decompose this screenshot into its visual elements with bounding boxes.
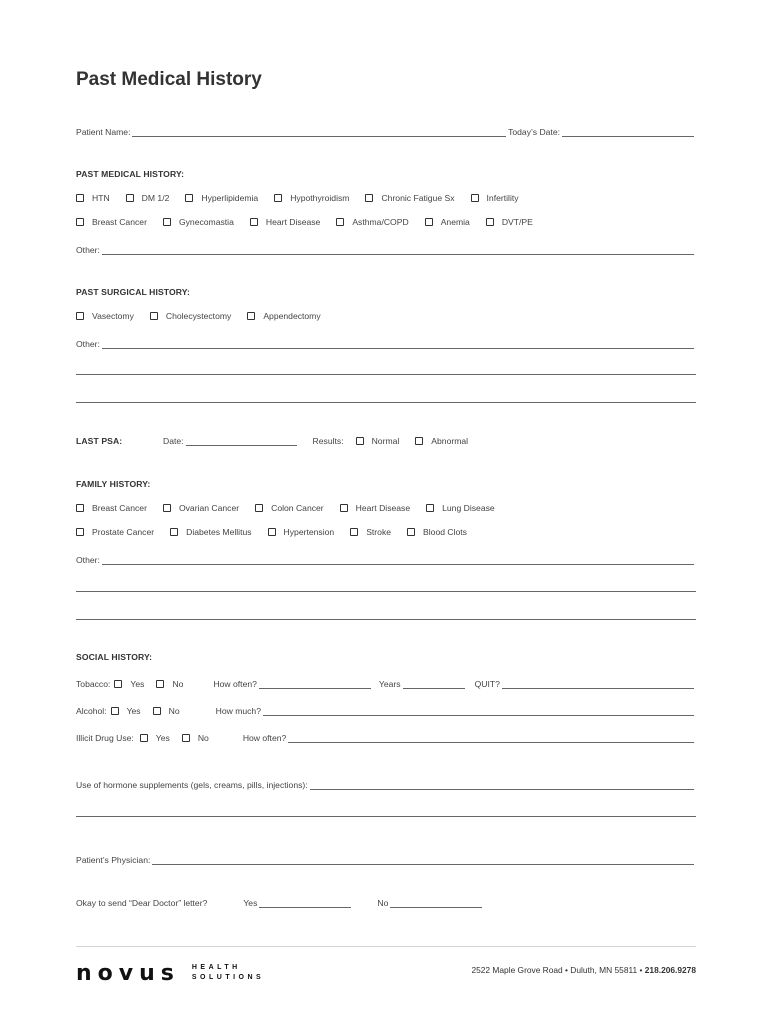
psh-appendectomy[interactable]: Appendectomy xyxy=(247,311,320,321)
tobacco-no[interactable]: No xyxy=(156,679,183,689)
checkbox[interactable] xyxy=(170,528,178,536)
checkbox[interactable] xyxy=(340,504,348,512)
footer-divider xyxy=(76,946,696,947)
checkbox[interactable] xyxy=(415,437,423,445)
checkbox[interactable] xyxy=(126,194,134,202)
tobacco-row xyxy=(76,677,696,691)
letter-yes-field[interactable] xyxy=(259,899,351,908)
social-heading: SOCIAL HISTORY: xyxy=(76,652,153,662)
drug-how-often-label: How often? xyxy=(242,733,287,743)
checkbox[interactable] xyxy=(76,504,84,512)
physician-field[interactable] xyxy=(152,856,694,865)
alcohol-label: Alcohol: xyxy=(76,706,107,716)
psa-normal[interactable]: Normal xyxy=(356,436,400,446)
tobacco-label: Tobacco: xyxy=(76,679,111,689)
checkbox[interactable] xyxy=(140,734,148,742)
alcohol-row xyxy=(76,704,696,718)
tobacco-quit-label: QUIT? xyxy=(474,679,500,689)
checkbox[interactable] xyxy=(76,218,84,226)
checkbox[interactable] xyxy=(365,194,373,202)
psa-date-field[interactable] xyxy=(186,437,297,446)
pmh-breast-cancer[interactable]: Breast Cancer xyxy=(76,217,147,227)
psa-heading: LAST PSA: xyxy=(76,436,123,446)
footer-phone: 218.206.9278 xyxy=(644,965,696,975)
pmh-hyperlipidemia[interactable]: Hyperlipidemia xyxy=(185,193,258,203)
patient-name-field[interactable] xyxy=(132,128,506,137)
pmh-other-field[interactable] xyxy=(102,246,694,255)
tobacco-years-field[interactable] xyxy=(403,680,465,689)
checkbox[interactable] xyxy=(250,218,258,226)
fh-heart-disease[interactable]: Heart Disease xyxy=(340,503,410,513)
checkbox[interactable] xyxy=(247,312,255,320)
physician-label: Patient’s Physician: xyxy=(76,855,151,865)
fh-lung-disease[interactable]: Lung Disease xyxy=(426,503,495,513)
hormone-row xyxy=(76,778,696,792)
family-row-1 xyxy=(76,501,696,515)
family-other-field[interactable] xyxy=(102,556,694,565)
psa-results-label: Results: xyxy=(312,436,344,446)
checkbox[interactable] xyxy=(255,504,263,512)
checkbox[interactable] xyxy=(182,734,190,742)
logo-subtitle: HEALTH SOLUTIONS xyxy=(191,964,265,981)
todays-date-label: Today’s Date: xyxy=(508,127,560,137)
family-extra-line-2[interactable] xyxy=(76,619,696,620)
tobacco-how-often-field[interactable] xyxy=(259,680,371,689)
pmh-gynecomastia[interactable]: Gynecomastia xyxy=(163,217,234,227)
drug-no[interactable]: No xyxy=(182,733,209,743)
page-title: Past Medical History xyxy=(76,69,262,90)
tobacco-how-often-label: How often? xyxy=(213,679,257,689)
psh-extra-line-1[interactable] xyxy=(76,374,696,375)
psh-vasectomy[interactable]: Vasectomy xyxy=(76,311,134,321)
pmh-asthma-copd[interactable]: Asthma/COPD xyxy=(336,217,408,227)
alcohol-yes[interactable]: Yes xyxy=(111,706,141,716)
checkbox[interactable] xyxy=(153,707,161,715)
checkbox[interactable] xyxy=(426,504,434,512)
pmh-heading: PAST MEDICAL HISTORY: xyxy=(76,169,185,179)
letter-row xyxy=(76,896,696,910)
checkbox[interactable] xyxy=(407,528,415,536)
alcohol-no[interactable]: No xyxy=(153,706,180,716)
letter-no-field[interactable] xyxy=(390,899,482,908)
family-row-2 xyxy=(76,525,696,539)
alcohol-how-much-field[interactable] xyxy=(263,707,694,716)
checkbox[interactable] xyxy=(156,680,164,688)
psh-other-field[interactable] xyxy=(102,340,694,349)
checkbox[interactable] xyxy=(76,528,84,536)
fh-breast-cancer[interactable]: Breast Cancer xyxy=(76,503,147,513)
fh-ovarian-cancer[interactable]: Ovarian Cancer xyxy=(163,503,239,513)
hormone-label: Use of hormone supplements (gels, creams, pills, injections): xyxy=(76,780,308,790)
logo-wordmark: novus xyxy=(76,960,180,986)
checkbox[interactable] xyxy=(76,312,84,320)
pmh-infertility[interactable]: Infertility xyxy=(471,193,519,203)
hormone-field[interactable] xyxy=(310,781,694,790)
pmh-heart-disease[interactable]: Heart Disease xyxy=(250,217,320,227)
psh-extra-line-2[interactable] xyxy=(76,402,696,403)
psh-row xyxy=(76,309,696,323)
checkbox[interactable] xyxy=(486,218,494,226)
pmh-dvt-pe[interactable]: DVT/PE xyxy=(486,217,533,227)
pmh-htn[interactable]: HTN xyxy=(76,193,110,203)
tobacco-yes[interactable]: Yes xyxy=(114,679,144,689)
footer-address: 2522 Maple Grove Road • Duluth, MN 55811 • 218.206.9278 xyxy=(471,965,696,975)
physician-row xyxy=(76,853,696,867)
checkbox[interactable] xyxy=(350,528,358,536)
family-extra-line-1[interactable] xyxy=(76,591,696,592)
pmh-dm[interactable]: DM 1/2 xyxy=(126,193,170,203)
alcohol-how-much-label: How much? xyxy=(215,706,261,716)
pmh-row-2 xyxy=(76,215,696,229)
checkbox[interactable] xyxy=(163,504,171,512)
pmh-chronic-fatigue[interactable]: Chronic Fatigue Sx xyxy=(365,193,454,203)
psh-other-row xyxy=(76,337,696,351)
tobacco-quit-field[interactable] xyxy=(502,680,694,689)
psh-other-label: Other: xyxy=(76,339,100,349)
psa-date-label: Date: xyxy=(163,436,184,446)
fh-colon-cancer[interactable]: Colon Cancer xyxy=(255,503,324,513)
checkbox[interactable] xyxy=(111,707,119,715)
fh-blood-clots[interactable]: Blood Clots xyxy=(407,527,467,537)
family-other-label: Other: xyxy=(76,555,100,565)
checkbox[interactable] xyxy=(150,312,158,320)
letter-no-label: No xyxy=(377,898,389,908)
drug-yes[interactable]: Yes xyxy=(140,733,170,743)
letter-question: Okay to send “Dear Doctor” letter? xyxy=(76,898,208,908)
drug-row xyxy=(76,731,696,745)
checkbox[interactable] xyxy=(356,437,364,445)
fh-hypertension[interactable]: Hypertension xyxy=(268,527,335,537)
checkbox[interactable] xyxy=(268,528,276,536)
psa-row xyxy=(76,434,696,448)
todays-date-field[interactable] xyxy=(562,128,694,137)
psh-heading: PAST SURGICAL HISTORY: xyxy=(76,287,190,297)
family-heading: FAMILY HISTORY: xyxy=(76,479,151,489)
fh-diabetes[interactable]: Diabetes Mellitus xyxy=(170,527,251,537)
drug-how-often-field[interactable] xyxy=(288,734,694,743)
checkbox[interactable] xyxy=(185,194,193,202)
pmh-other-row xyxy=(76,243,696,257)
patient-name-label: Patient Name: xyxy=(76,127,131,137)
drug-label: Illicit Drug Use: xyxy=(76,733,134,743)
psa-abnormal[interactable]: Abnormal xyxy=(415,436,468,446)
patient-row xyxy=(76,125,696,139)
novus-logo xyxy=(76,960,264,986)
checkbox[interactable] xyxy=(336,218,344,226)
checkbox[interactable] xyxy=(76,194,84,202)
form-page xyxy=(76,0,696,1024)
pmh-hypothyroidism[interactable]: Hypothyroidism xyxy=(274,193,349,203)
checkbox[interactable] xyxy=(163,218,171,226)
checkbox[interactable] xyxy=(471,194,479,202)
pmh-row-1 xyxy=(76,191,696,205)
fh-prostate-cancer[interactable]: Prostate Cancer xyxy=(76,527,154,537)
hormone-extra-line[interactable] xyxy=(76,816,696,817)
family-other-row xyxy=(76,553,696,567)
psh-cholecystectomy[interactable]: Cholecystectomy xyxy=(150,311,231,321)
tobacco-years-label: Years xyxy=(378,679,401,689)
checkbox[interactable] xyxy=(425,218,433,226)
pmh-anemia[interactable]: Anemia xyxy=(425,217,470,227)
fh-stroke[interactable]: Stroke xyxy=(350,527,391,537)
checkbox[interactable] xyxy=(114,680,122,688)
pmh-other-label: Other: xyxy=(76,245,100,255)
letter-yes-label: Yes xyxy=(243,898,258,908)
checkbox[interactable] xyxy=(274,194,282,202)
